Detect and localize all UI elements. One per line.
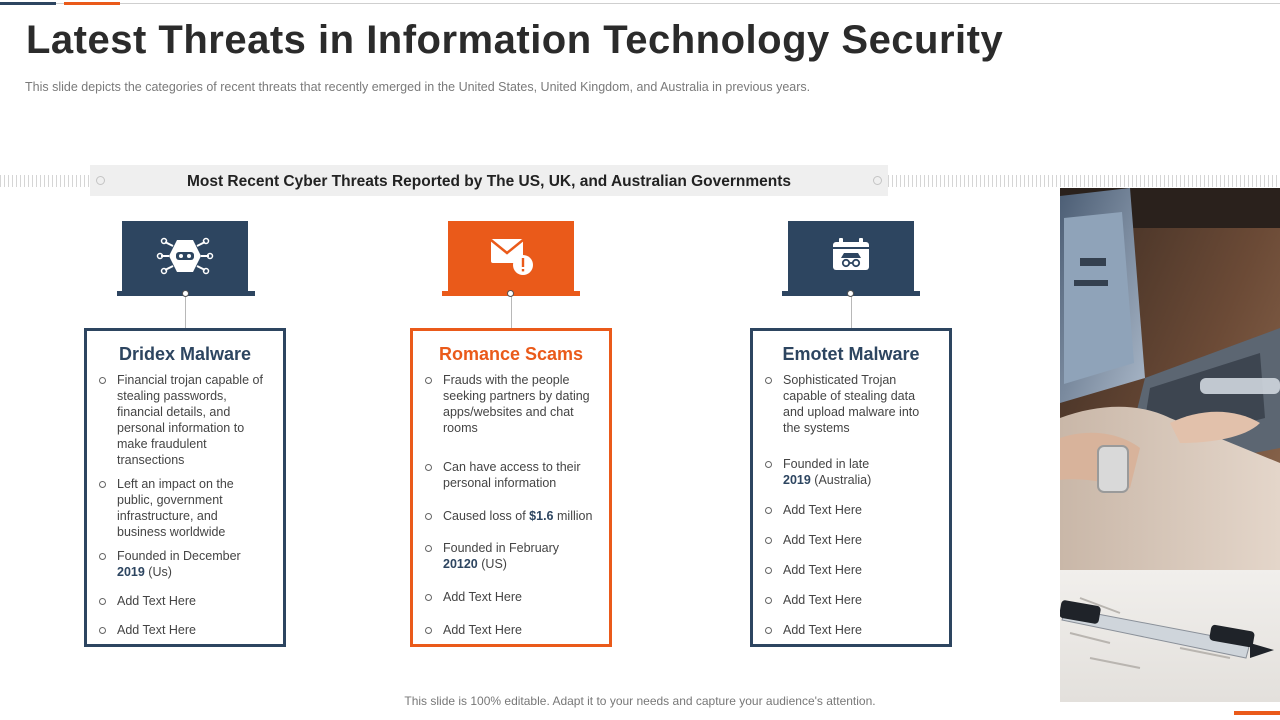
monitor-romance [448, 221, 574, 291]
spy-browser-icon [829, 236, 873, 276]
bullet-highlight: 2019 [117, 565, 145, 579]
bullet-text: million [557, 509, 593, 523]
list-item: Can have access to their personal information [443, 459, 593, 491]
card-romance [410, 328, 612, 647]
list-item [443, 540, 593, 572]
connector-romance [511, 293, 512, 329]
mail-alert-icon [483, 233, 539, 279]
connector-dridex [185, 293, 186, 329]
list-item [783, 456, 933, 488]
node-romance [507, 290, 514, 297]
list-item [443, 508, 613, 524]
list-item: Sophisticated Trojan capable of stealing data and upload malware into the systems [783, 372, 933, 436]
list-item: Add Text Here [783, 622, 933, 638]
list-item: Frauds with the people seeking partners by dating apps/websites and chat rooms [443, 372, 593, 436]
virus-icon [155, 234, 215, 278]
card-dridex [84, 328, 286, 647]
top-accent-orange [64, 2, 120, 5]
list-item: Financial trojan capable of stealing passwords, financial details, and personal information to make fraudulent transections [117, 372, 267, 468]
bottom-accent-orange [1234, 711, 1280, 715]
bullet-highlight: 20120 [443, 557, 478, 571]
bullet-highlight: $1.6 [529, 509, 554, 523]
slide-title: Latest Threats in Information Technology Security [26, 18, 1004, 62]
list-item: Add Text Here [783, 592, 933, 608]
bullet-text: (Us) [148, 565, 172, 579]
list-item [117, 548, 267, 580]
list-item: Left an impact on the public, government infrastructure, and business worldwide [117, 476, 267, 540]
list-item: Add Text Here [783, 562, 933, 578]
bullet-highlight: 2019 [783, 473, 811, 487]
bullet-text: Founded in late [783, 457, 870, 471]
list-item: Add Text Here [443, 622, 593, 638]
bullet-text: Caused loss of [443, 509, 526, 523]
list-item: Add Text Here [443, 589, 593, 605]
list-item: Add Text Here [117, 593, 267, 609]
list-item: Add Text Here [117, 622, 267, 638]
bullet-text: Founded in February [443, 541, 560, 555]
bullet-text: (US) [481, 557, 507, 571]
bullet-text: Founded in December [117, 549, 241, 563]
monitor-emotet [788, 221, 914, 291]
banner-text: Most Recent Cyber Threats Reported by The US, UK, and Australian Governments [186, 173, 792, 190]
section-banner [90, 165, 888, 196]
top-accent-navy [0, 2, 56, 5]
banner-ticks-left [0, 175, 90, 187]
list-item: Add Text Here [783, 532, 933, 548]
laptop-photo [1060, 188, 1280, 702]
banner-ticks-right [888, 175, 1280, 187]
slide-subtitle: This slide depicts the categories of recent threats that recently emerged in the United States, United Kingdom, and Australia in previous years. [25, 80, 811, 94]
top-rule [0, 3, 1280, 4]
laptop-photo-illustration [1060, 188, 1280, 702]
footer-note: This slide is 100% editable. Adapt it to your needs and capture your audience's attention. [404, 694, 876, 708]
node-emotet [847, 290, 854, 297]
monitor-dridex [122, 221, 248, 291]
card-title: Romance Scams [438, 344, 584, 364]
card-emotet [750, 328, 952, 647]
card-title: Dridex Malware [118, 344, 252, 364]
bullet-text: (Australia) [814, 473, 872, 487]
connector-emotet [851, 293, 852, 329]
list-item: Add Text Here [783, 502, 933, 518]
card-title: Emotet Malware [782, 344, 920, 364]
node-dridex [182, 290, 189, 297]
